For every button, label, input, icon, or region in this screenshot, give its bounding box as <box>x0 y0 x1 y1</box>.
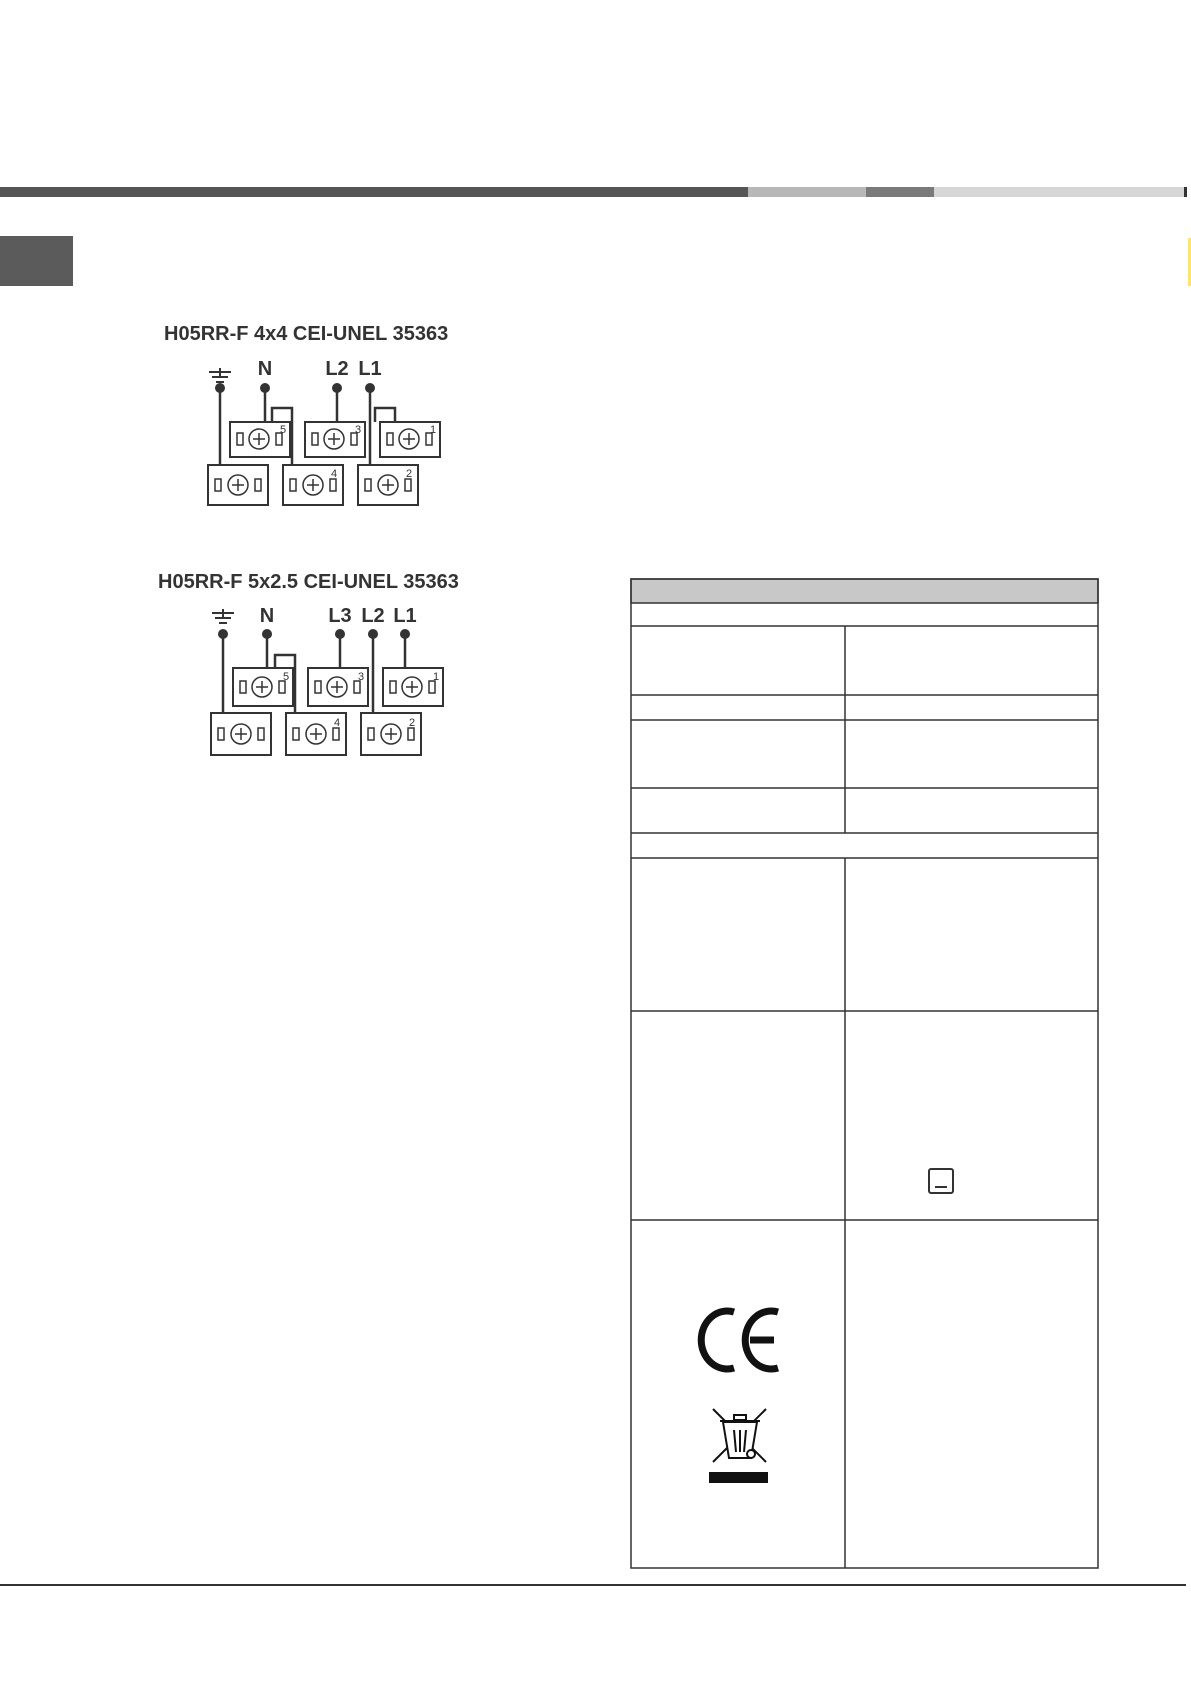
header-bar-light <box>748 187 866 197</box>
block-number-1: 1 <box>433 671 440 683</box>
block-number-3: 3 <box>358 671 365 683</box>
language-tab-block <box>0 236 73 286</box>
weee-bin-icon <box>713 1409 766 1462</box>
ce-mark-icon <box>701 1311 778 1369</box>
terminal-l2-label: L2 <box>325 358 349 380</box>
block-number-2: 2 <box>409 717 416 729</box>
spec-table-header <box>631 579 1098 603</box>
block-number-5: 5 <box>280 424 287 436</box>
terminal-l3-label: L3 <box>328 605 352 627</box>
diagram-1-title: H05RR-F 4x4 CEI-UNEL 35363 <box>164 323 449 345</box>
block-number-5: 5 <box>283 671 290 683</box>
block-number-3: 3 <box>355 424 362 436</box>
block-number-1: 1 <box>430 424 437 436</box>
block-number-4: 4 <box>331 468 338 480</box>
wiring-diagram-5x2.5 <box>203 603 463 763</box>
terminal-l1-label: L1 <box>393 605 417 627</box>
spec-table <box>630 578 1100 1570</box>
earth-ground-icon <box>212 609 234 623</box>
terminal-n-label: N <box>259 605 275 627</box>
wiring-diagram-4x4 <box>200 355 460 515</box>
header-bar-mid <box>866 187 934 197</box>
earth-ground-icon <box>209 368 231 382</box>
footer-rule <box>0 1584 1186 1586</box>
header-bar-pale <box>934 187 1184 197</box>
weee-bar <box>709 1472 768 1483</box>
block-number-2: 2 <box>406 468 413 480</box>
diagram-2-title: H05RR-F 5x2.5 CEI-UNEL 35363 <box>158 571 459 593</box>
oven-light-icon <box>929 1169 953 1193</box>
header-bar-dark <box>0 187 748 197</box>
terminal-n-label: N <box>257 358 273 380</box>
terminal-l2-label: L2 <box>361 605 385 627</box>
block-number-4: 4 <box>334 717 341 729</box>
header-bar-end <box>1184 187 1187 197</box>
terminal-l1-label: L1 <box>358 358 382 380</box>
